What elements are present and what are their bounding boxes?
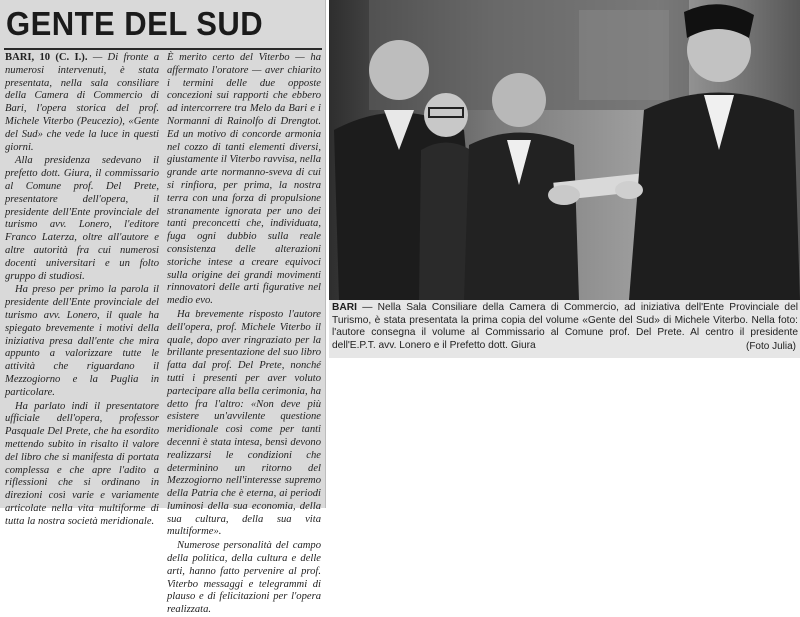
article-paragraph: Numerose personalità del campo della politica, della cultura e delle arti, hanno fatto pervenire al prof. Viterbo messaggi e telegrammi di plauso e di felicitazioni per l'opera realizzata. <box>167 540 321 616</box>
article-columns <box>5 52 321 616</box>
ceremony-photo <box>329 0 800 300</box>
ceremony-photo-image <box>329 0 800 300</box>
article-paragraph: Ha preso per primo la parola il presidente dell'Ente provinciale del turismo avv. Lonero, il quale ha spiegato brevemente i motivi della iniziativa presa dall'ente che mira appunto a valorizzare tutte le attività che riguardano il Mezzogiorno e la Puglia in particolare. <box>5 284 159 398</box>
article-paragraph: Ha parlato indi il presentatore ufficiale dell'opera, professor Pasquale Del Prete, che ha esordito mettendo subito in risalto il valore del libro che si manifesta di portata complessa e che apre l'adito a riflessioni che si ordinano in direzioni così varie e variamente articolate nella vita multiforme di tutta la nostra società meridionale. <box>5 400 159 527</box>
article-paragraph: Alla presidenza sedevano il prefetto dott. Giura, il commissario al Comune prof. Del Prete, presentatore dell'opera, il presidente dell'Ente provinciale del turismo avv. Lonero, l'editore Franco Laterza, oltre all'autore e altre autorità fra cui numerosi docenti universitari e un folto gruppo di studiosi. <box>5 155 159 282</box>
article-headline: GENTE DEL SUD <box>6 5 264 42</box>
article-column-left <box>5 52 160 527</box>
photo-panel <box>329 0 800 358</box>
photo-caption <box>332 302 798 352</box>
caption-text: — Nella Sala Consiliare della Camera di Commercio, ad iniziativa dell'Ente Provinciale del Turismo, è stata presentata la prima copia del volume «Gente del Sud» di Michele Viterbo. Nella foto: l'autore consegna il volume al Commissario al Comune prof. Del Prete. Al centro il presidente dell'E.P.T. avv. Lonero e il Prefetto dott. Giura <box>332 302 798 351</box>
article-dateline: BARI, 10 (C. I.). <box>5 52 88 63</box>
article-column-right <box>167 52 321 616</box>
newspaper-clipping <box>0 0 326 616</box>
article-paragraph: Ha brevemente risposto l'autore dell'opera, prof. Michele Viterbo il quale, dopo aver ringraziato per la brillante presentazione del suo libro fatta dal prof. Del Prete, nonché tutti i presenti per aver voluto partecipare alla bella cerimonia, ha detto fra l'altro: «Non deve più esistere un'avvilente questione meridionale così come per tanti decenni è stata intesa, bensì devono realizzarsi le condizioni che determinino un ritorno del Mezzogiorno nell'interesse supremo della Patria che è eterna, ai periodi luminosi della sua economia, della sua cultura, della sua vita multiforme». <box>167 308 321 538</box>
caption-lead: BARI <box>332 302 357 313</box>
article-paragraph: È merito certo del Viterbo — ha affermato l'oratore — aver chiarito i termini delle due opposte concezioni sui rapporti che ebbero ad intercorrere tra Melo da Bari e i Normanni di Rainolfo di Drengtot. Ed un motivo di concorde armonia nel cozzo di tanti elementi diversi, giustamente il Viterbo ravvisa, nella grande arte normanno-sveva di cui si rinfiora, per prima, la nostra terra con una forza di propulsione stranamente ignorata per uno dei tanti preconcetti che, individuata, fuga ogni dubbio sulla reale consistenza delle alterazioni storiche intese a creare equivoci sulla origine dei grandi movimenti rinnovatori delle arti figurative nel medio evo. <box>167 52 321 307</box>
article-paragraph <box>5 52 159 154</box>
headline-rule <box>4 48 322 50</box>
paragraph-text: — Di fronte a numerosi intervenuti, è stata presentata, nella sala consiliare della Camera di Commercio di Bari, l'opera storica del prof. Michele Viterbo (Peucezio), «Gente del Sud» che vede la luce in questi giorni. <box>5 52 160 153</box>
photo-credit: (Foto Julia) <box>745 341 796 352</box>
